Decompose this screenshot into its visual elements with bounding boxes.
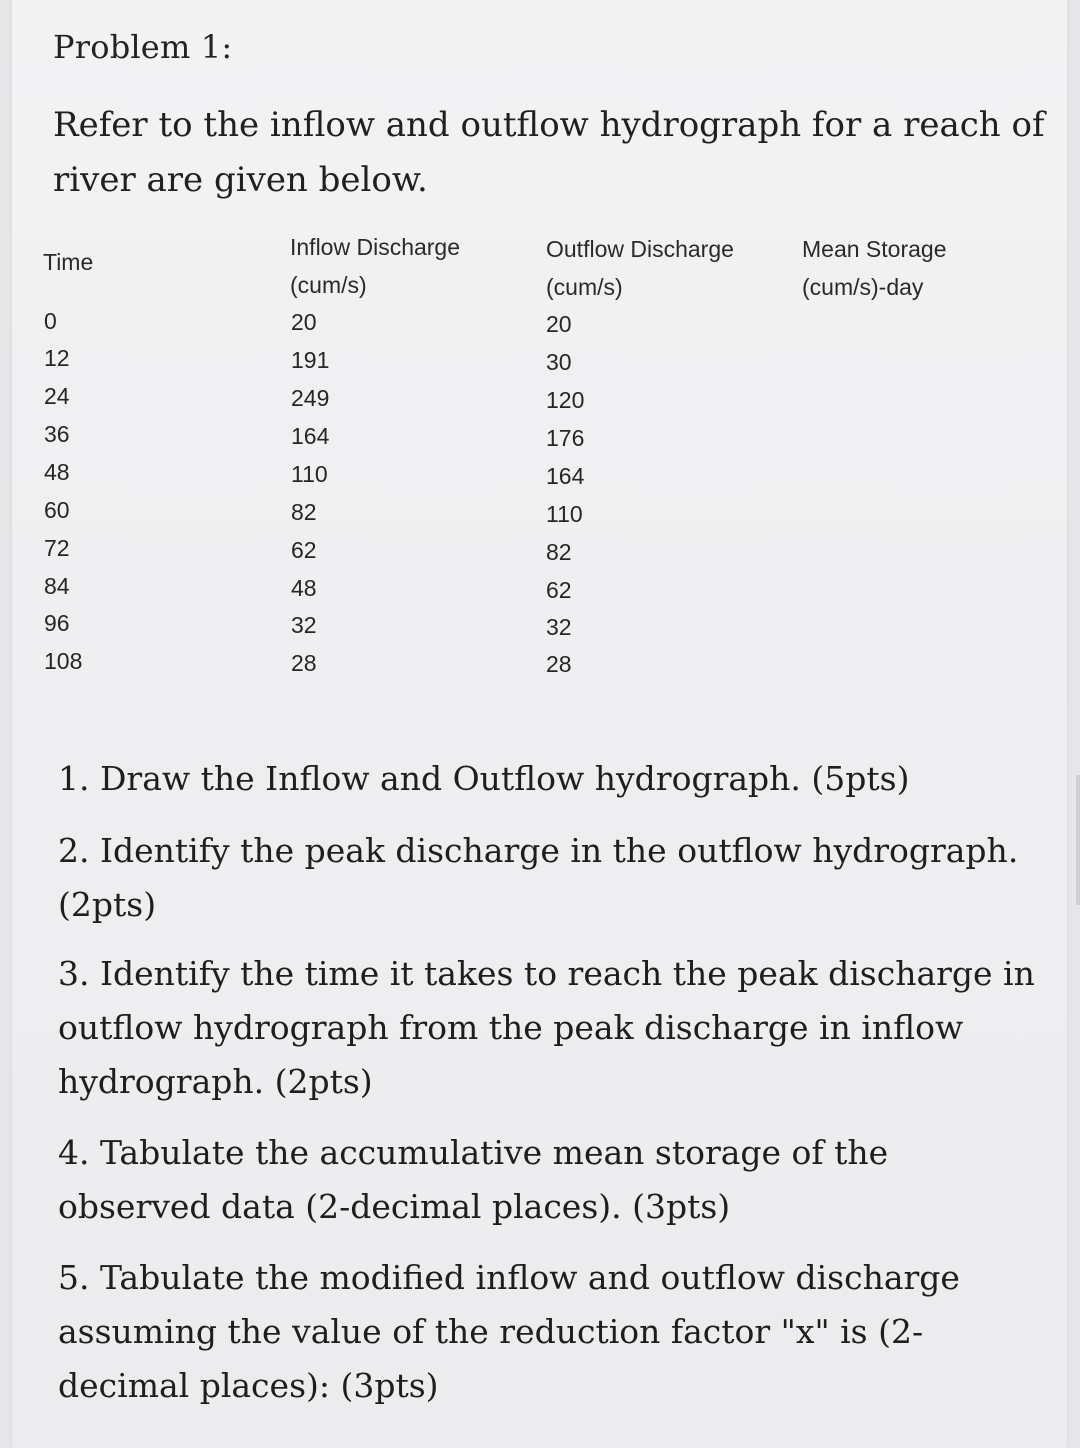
cell-outflow: 28 (546, 651, 572, 677)
question-4: 4. Tabulate the accumulative mean storage of the observed data (2-decimal places). (3pts) (58, 1133, 889, 1226)
question-1: 1. Draw the Inflow and Outflow hydrograph. (5pts) (58, 759, 910, 798)
header-inflow-line2: (cum/s) (290, 272, 367, 298)
cell-inflow: 28 (291, 650, 317, 676)
problem-intro: Refer to the inflow and outflow hydrograph for a reach of river are given below. (53, 105, 1045, 200)
cell-time: 48 (44, 459, 70, 485)
cell-time: 0 (44, 308, 57, 334)
cell-outflow: 20 (546, 311, 572, 337)
cell-outflow: 176 (546, 425, 585, 451)
question-3: 3. Identify the time it takes to reach the peak discharge in outflow hydrograph from the peak discharge in inflow hydrograph. (2pts) (58, 954, 1035, 1101)
cell-inflow: 249 (291, 385, 330, 411)
cell-time: 108 (44, 648, 83, 674)
header-storage-line2: (cum/s)-day (802, 274, 924, 300)
cell-time: 96 (44, 610, 70, 636)
cell-outflow: 30 (546, 349, 572, 375)
cell-time: 36 (44, 421, 70, 447)
cell-inflow: 82 (291, 499, 317, 525)
cell-inflow: 62 (291, 537, 317, 563)
cell-outflow: 82 (546, 539, 572, 565)
cell-outflow: 32 (546, 614, 572, 640)
header-inflow (290, 228, 460, 304)
cell-inflow: 32 (291, 612, 317, 638)
cell-inflow: 191 (291, 347, 330, 373)
problem-title: Problem 1: (53, 28, 233, 66)
document-page (12, 0, 1067, 1448)
header-mean-storage (802, 230, 946, 306)
header-storage-line1: Mean Storage (802, 236, 947, 262)
cell-outflow: 120 (546, 387, 585, 413)
header-outflow (546, 230, 734, 306)
cell-time: 60 (44, 497, 70, 523)
header-time: Time (43, 249, 94, 275)
cell-time: 72 (44, 535, 70, 561)
header-outflow-line2: (cum/s) (546, 274, 623, 300)
cell-inflow: 110 (291, 461, 328, 487)
question-5: 5. Tabulate the modified inflow and outflow discharge assuming the value of the reduction factor "x" is (2-decimal places): (3pts) (58, 1258, 960, 1405)
cell-inflow: 48 (291, 575, 317, 601)
cell-time: 12 (44, 345, 70, 371)
cell-time: 84 (44, 573, 70, 599)
cell-outflow: 110 (546, 501, 583, 527)
page-edge-divider (1076, 775, 1080, 905)
header-outflow-line1: Outflow Discharge (546, 236, 734, 262)
cell-time: 24 (44, 383, 70, 409)
question-2: 2. Identify the peak discharge in the outflow hydrograph. (2pts) (58, 831, 1019, 924)
cell-inflow: 20 (291, 309, 317, 335)
cell-inflow: 164 (291, 423, 330, 449)
header-inflow-line1: Inflow Discharge (290, 234, 461, 260)
cell-outflow: 62 (546, 577, 572, 603)
cell-outflow: 164 (546, 463, 585, 489)
